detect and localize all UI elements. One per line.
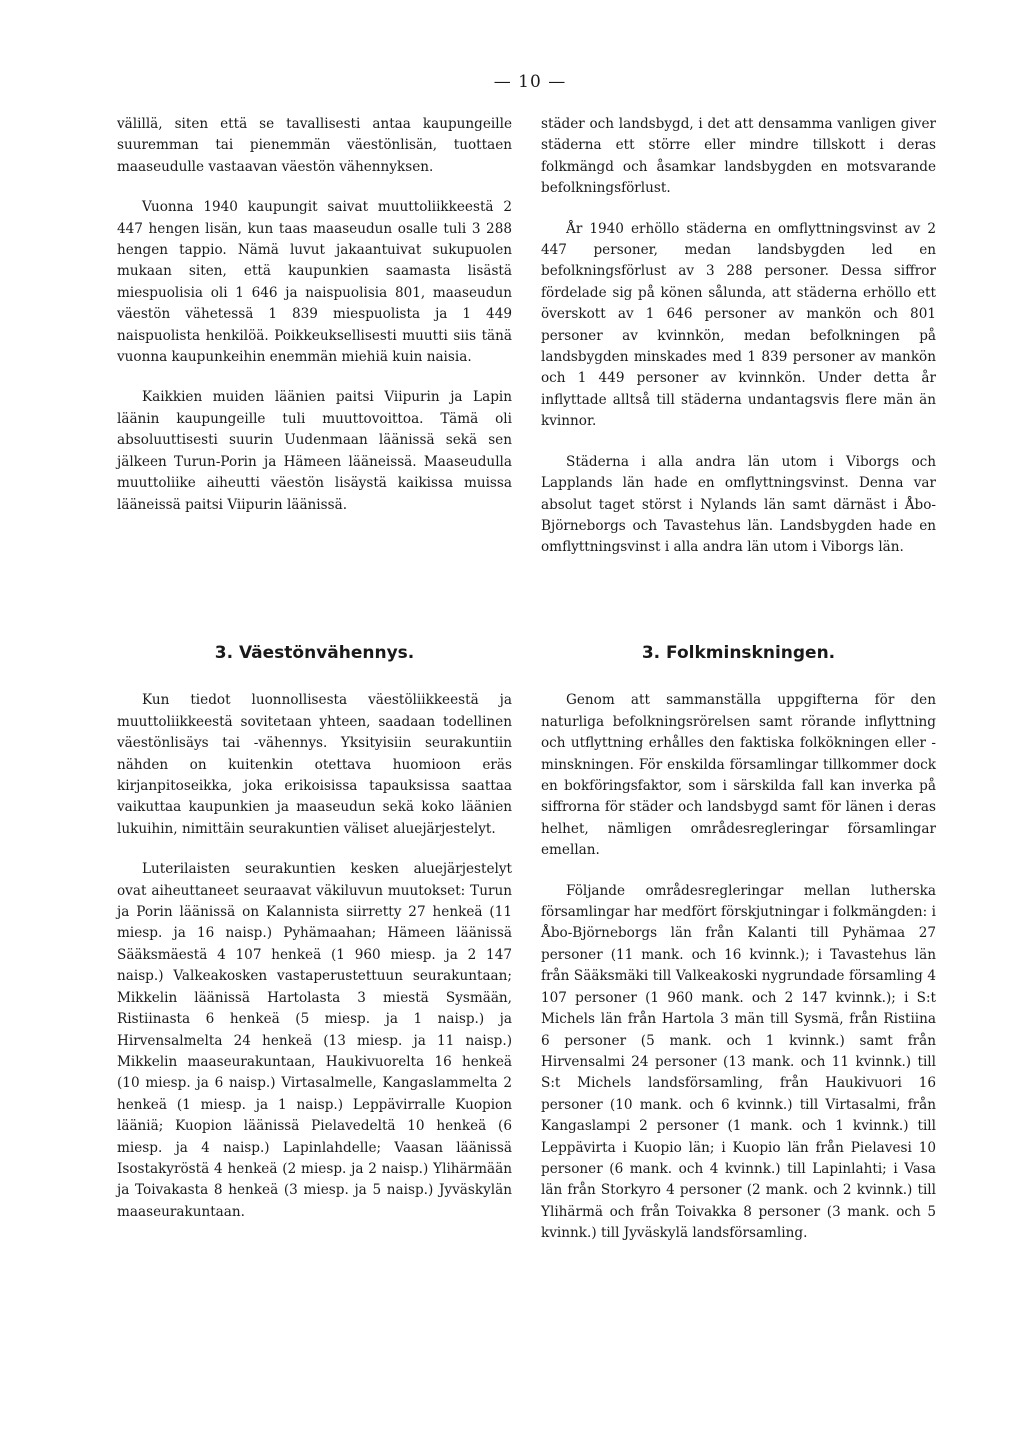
fi-section-heading: 3. Väestönvähennys. bbox=[214, 643, 415, 663]
fi-paragraph-1940-migration: Vuonna 1940 kaupungit saivat muuttoliikkeestä 2 447 hengen lisän, kun taas maaseudun osalle tuli 3 288 hengen tappio. Nämä luvut jakaantuivat sukupuolen mukaan siten, että kaupunkien saamasta lisästä miespuolisia oli 1 646 ja naispuolisia 801, maaseudun väestön vähetessä 1 839 miespuolista ja 1 449 naispuolista henkilöä. Poikkeuksellisesti muutti siis tänä vuonna kaupunkeihin enemmän miehiä kuin naisia. bbox=[117, 199, 512, 366]
sv-section-heading: 3. Folkminskningen. bbox=[641, 643, 836, 663]
sv-paragraph-provinces: Städerna i alla andra län utom i Viborgs och Lapplands län hade en omflyttningsvinst. Denna var absolut taget störst i Nylands län samt därnäst i Åbo-Björneborgs och Tavastehus län. Landsbygden hade en omflyttningsvinst i alla andra län utom i Viborgs län. bbox=[541, 453, 936, 556]
fi-paragraph-population-change: Kun tiedot luonnollisesta väestöliikkeestä ja muuttoliikkeestä sovitetaan yhteen, saadaan todellinen väestönlisäys tai -vähennys. Yksityisiin seurakuntiin nähden on kuitenkin otettava huomioon eräs kirjanpitoseikka, joka erikoisissa tapauksissa saattaa vaikuttaa kaupunkien ja maaseudun sekä koko läänien lukuihin, nimittäin seurakuntien väliset aluejärjestelyt. bbox=[117, 692, 512, 837]
swedish-top-column bbox=[541, 114, 936, 578]
fi-paragraph-parish-rearrangements: Luterilaisten seurakuntien kesken aluejärjestelyt ovat aiheuttaneet seuraavat väkiluvun muutokset: Turun ja Porin läänissä on Kalannista siirretty 27 henkeä (11 miesp. ja 16 naisp.) Pyhämaahan; Hämeen läänissä Sääksmäestä 4 107 henkeä (1 960 miesp. ja 2 147 naisp.) Valkeakosken vastaperustettuun seurakuntaan; Mikkelin läänissä Hartolasta 3 miestä Sysmään, Ristiinasta 6 henkeä (5 miesp. ja 1 naisp.) ja Hirvensalmelta 24 henkeä (13 miesp. ja 11 naisp.) Mikkelin maaseurakuntaan, Haukivuorelta 16 henkeä (10 miesp. ja 6 naisp.) Virtasalmelle, Kangaslammelta 2 henkeä (1 miesp. ja 1 naisp.) Leppävirralle Kuopion lääniä; Kuopion läänissä Pielavedeltä 10 henkeä (6 miesp. ja 4 naisp.) Lapinlahdelle; Vaasan läänissä Isostakyröstä 4 henkeä (2 miesp. ja 2 naisp.) Ylihärmään ja Toivakasta 8 henkeä (3 miesp. ja 5 naisp.) Jyväskylän maaseurakuntaan. bbox=[117, 861, 512, 1220]
swedish-section-3 bbox=[541, 643, 936, 1264]
finnish-top-column bbox=[117, 114, 512, 535]
sv-paragraph-population-change: Genom att sammanställa uppgifterna för den naturliga befolkningsrörelsen samt rörande inflyttning och utflyttning erhålles den faktiska folkökningen eller -minskningen. För enskilda församlingar tillkommer dock en bokföringsfaktor, som i särskilda fall kan inverka på siffrorna för städer och landsbygd samt för länen i deras helhet, nämligen områdesregleringar församlingar emellan. bbox=[541, 692, 936, 859]
sv-paragraph-parish-rearrangements: Följande områdesregleringar mellan lutherska församlingar har medfört förskjutningar i folkmängden: i Åbo-Björneborgs län från Kalanti till Pyhämaa 27 personer (11 mank. och 16 kvinnk.); i Tavastehus län från Sääksmäki till Valkeakoski nygrundade församling 4 107 personer (1 960 mank. och 2 147 kvinnk.); i S:t Michels län från Hartola 3 män till Sysmä, från Ristiina 6 personer (5 mank. och 1 kvinnk.) samt från Hirvensalmi 24 personer (13 mank. och 11 kvinnk.) till S:t Michels landsförsamling, från Haukivuori 16 personer (10 mank. och 6 kvinnk.) till Virtasalmi, från Kangaslampi 2 personer (1 mank. och 1 kvinnk.) till Leppävirta i Kuopio län; i Kuopio län från Pielavesi 10 personer (6 mank. och 4 kvinnk.) till Lapinlahti; i Vasa län från Storkyro 4 personer (2 mank. och 2 kvinnk.) till Ylihärmä och från Toivakka 8 personer (3 mank. och 5 kvinnk.) till Jyväskylä landsförsamling. bbox=[541, 882, 936, 1242]
sv-paragraph-continuation: städer och landsbygd, i det att densamma vanligen giver städerna ett större eller mindre tillskott i deras folkmängd och åsamkar landsbygden en motsvarande befolkningsförlust. bbox=[541, 116, 936, 197]
page-number: — 10 — bbox=[493, 72, 567, 92]
fi-paragraph-continuation: välillä, siten että se tavallisesti antaa kaupungeille suuremman tai pienemmän väestönlisän, tuottaen maaseudulle vastaavan väestön vähennyksen. bbox=[117, 116, 512, 175]
fi-paragraph-provinces: Kaikkien muiden läänien paitsi Viipurin ja Lapin läänin kaupungeille tuli muuttovoittoa. Tämä oli absoluuttisesti suurin Uudenmaan läänissä sekä sen jälkeen Turun-Porin ja Hämeen lääneissä. Maaseudulla muuttoliike aiheutti väestön lisäystä kaikissa muissa lääneissä paitsi Viipurin läänissä. bbox=[117, 389, 512, 513]
finnish-section-3 bbox=[117, 643, 512, 1242]
sv-paragraph-1940-migration: År 1940 erhöllo städerna en omflyttningsvinst av 2 447 personer, medan landsbygden led en befolkningsförlust av 3 288 personer. Dessa siffror fördelade sig på könen sålunda, att städerna erhöllo ett överskott av 1 646 personer av mankön och 801 personer av kvinnkön, medan befolkningen på landsbygden minskades med 1 839 personer av mankön och 1 449 personer av kvinnkön. Under detta år inflyttade alltså till städerna undantagsvis flere män än kvinnor. bbox=[541, 220, 936, 430]
